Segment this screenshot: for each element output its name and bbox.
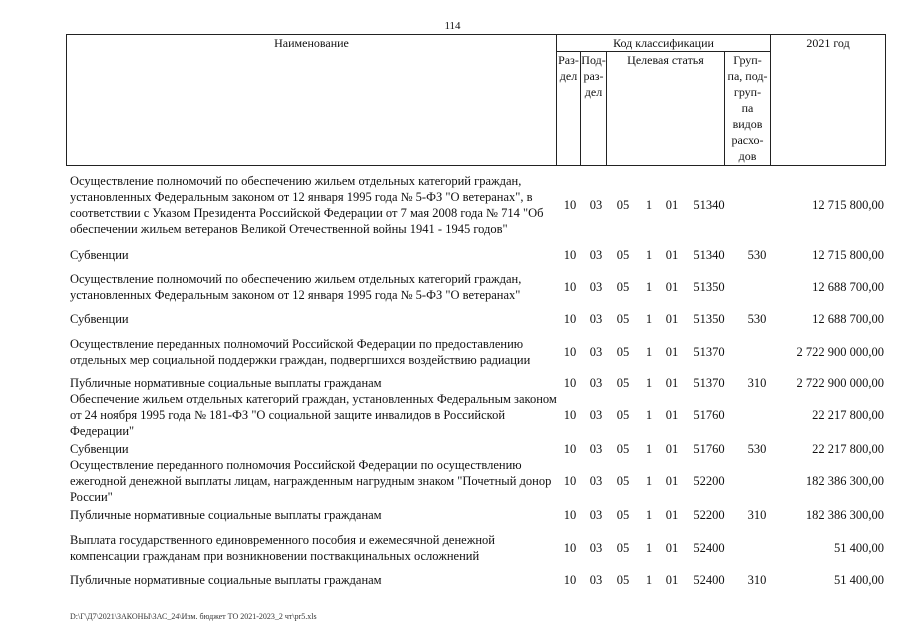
- cell-target-2: 1: [645, 248, 653, 262]
- cell-target-3: 01: [665, 376, 679, 390]
- cell-value: 182 386 300,00: [805, 474, 884, 488]
- row-name: Субвенции: [70, 312, 129, 326]
- row-name: Публичные нормативные социальные выплаты гражданам: [70, 508, 382, 522]
- row-name: Публичные нормативные социальные выплаты гражданам: [70, 376, 382, 390]
- cell-razdel: 10: [563, 376, 577, 390]
- cell-target-2: 1: [645, 541, 653, 555]
- cell-target-1: 05: [616, 573, 630, 587]
- cell-target-3: 01: [665, 442, 679, 456]
- cell-group: 530: [747, 312, 767, 326]
- cell-value: 51 400,00: [834, 573, 884, 587]
- header-razdel: Раз- дел: [557, 52, 581, 166]
- cell-razdel: 10: [563, 248, 577, 262]
- header-year: 2021 год: [771, 35, 886, 166]
- cell-value: 51 400,00: [834, 541, 884, 555]
- cell-podrazdel: 03: [589, 541, 603, 555]
- row-name: Осуществление полномочий по обеспечению жильем отдельных категорий граждан, установленных Федеральным законом от 12 января 1995 года № 5-ФЗ "О ветеранах": [70, 272, 522, 302]
- cell-target-4: 51340: [693, 248, 725, 262]
- cell-razdel: 10: [563, 474, 577, 488]
- cell-target-3: 01: [665, 345, 679, 359]
- cell-razdel: 10: [563, 408, 577, 422]
- cell-value: 12 688 700,00: [812, 280, 884, 294]
- cell-target-1: 05: [616, 376, 630, 390]
- cell-podrazdel: 03: [589, 474, 603, 488]
- cell-target-2: 1: [645, 474, 653, 488]
- cell-target-1: 05: [616, 198, 630, 212]
- cell-target-3: 01: [665, 474, 679, 488]
- cell-razdel: 10: [563, 442, 577, 456]
- cell-group: 530: [747, 442, 767, 456]
- row-name: Обеспечение жильем отдельных категорий граждан, установленных Федеральным законом от 24 ноября 1995 года № 181-ФЗ "О социальной защите инвалидов в Российской Федерации": [70, 392, 557, 438]
- cell-target-1: 05: [616, 508, 630, 522]
- cell-value: 22 217 800,00: [812, 442, 884, 456]
- header-podrazdel: Под- раз- дел: [581, 52, 607, 166]
- cell-value: 12 715 800,00: [812, 198, 884, 212]
- cell-target-1: 05: [616, 248, 630, 262]
- cell-target-1: 05: [616, 312, 630, 326]
- cell-target-2: 1: [645, 408, 653, 422]
- cell-target-4: 52400: [693, 573, 725, 587]
- cell-target-4: 52200: [693, 508, 725, 522]
- cell-podrazdel: 03: [589, 345, 603, 359]
- cell-razdel: 10: [563, 508, 577, 522]
- cell-target-2: 1: [645, 508, 653, 522]
- cell-target-3: 01: [665, 573, 679, 587]
- cell-target-2: 1: [645, 345, 653, 359]
- cell-target-4: 51760: [693, 408, 725, 422]
- cell-target-1: 05: [616, 474, 630, 488]
- cell-razdel: 10: [563, 280, 577, 294]
- cell-value: 12 688 700,00: [812, 312, 884, 326]
- cell-target-3: 01: [665, 408, 679, 422]
- cell-target-2: 1: [645, 198, 653, 212]
- file-path-footer: D:\Г\Д7\2021\ЗАКОНЫ\ЗАС_24\Изм. бюджет ТО 2021-2023_2 чт\pr5.xls: [70, 612, 317, 621]
- cell-podrazdel: 03: [589, 198, 603, 212]
- cell-target-3: 01: [665, 508, 679, 522]
- cell-target-4: 51370: [693, 376, 725, 390]
- row-name: Субвенции: [70, 442, 129, 456]
- cell-target-1: 05: [616, 541, 630, 555]
- cell-target-1: 05: [616, 408, 630, 422]
- cell-razdel: 10: [563, 541, 577, 555]
- page-number: 114: [444, 20, 461, 32]
- cell-podrazdel: 03: [589, 508, 603, 522]
- cell-podrazdel: 03: [589, 442, 603, 456]
- cell-razdel: 10: [563, 312, 577, 326]
- row-name: Осуществление переданных полномочий Российской Федерации по предоставлению отдельных мер социальной поддержки граждан, подвергшихся воздействию радиации: [70, 337, 531, 367]
- cell-target-3: 01: [665, 248, 679, 262]
- cell-target-1: 05: [616, 280, 630, 294]
- cell-target-4: 51340: [693, 198, 725, 212]
- cell-target-1: 05: [616, 442, 630, 456]
- cell-razdel: 10: [563, 573, 577, 587]
- cell-value: 2 722 900 000,00: [796, 376, 884, 390]
- cell-podrazdel: 03: [589, 280, 603, 294]
- cell-value: 2 722 900 000,00: [796, 345, 884, 359]
- cell-group: 310: [747, 508, 767, 522]
- cell-group: 310: [747, 376, 767, 390]
- cell-target-2: 1: [645, 442, 653, 456]
- cell-target-2: 1: [645, 573, 653, 587]
- cell-target-2: 1: [645, 280, 653, 294]
- cell-target-4: 51760: [693, 442, 725, 456]
- cell-target-3: 01: [665, 312, 679, 326]
- cell-target-4: 52400: [693, 541, 725, 555]
- cell-group: 530: [747, 248, 767, 262]
- cell-group: 310: [747, 573, 767, 587]
- cell-value: 22 217 800,00: [812, 408, 884, 422]
- header-code: Код классификации: [557, 35, 771, 52]
- cell-value: 12 715 800,00: [812, 248, 884, 262]
- cell-target-3: 01: [665, 541, 679, 555]
- header-celevaya: Целевая статья: [607, 52, 725, 166]
- cell-target-1: 05: [616, 345, 630, 359]
- cell-target-3: 01: [665, 198, 679, 212]
- cell-podrazdel: 03: [589, 376, 603, 390]
- cell-value: 182 386 300,00: [805, 508, 884, 522]
- cell-target-4: 51350: [693, 280, 725, 294]
- cell-podrazdel: 03: [589, 312, 603, 326]
- row-name: Осуществление переданного полномочия Российской Федерации по осуществлению ежегодной денежной выплаты лицам, награжденным нагрудным знаком "Почетный донор России": [70, 458, 552, 504]
- cell-podrazdel: 03: [589, 408, 603, 422]
- cell-target-2: 1: [645, 376, 653, 390]
- header-gruppa: Груп- па, под- груп- па видов расхо- дов: [725, 52, 771, 166]
- cell-target-4: 52200: [693, 474, 725, 488]
- row-name: Субвенции: [70, 248, 129, 262]
- cell-target-2: 1: [645, 312, 653, 326]
- cell-target-4: 51370: [693, 345, 725, 359]
- cell-podrazdel: 03: [589, 573, 603, 587]
- cell-razdel: 10: [563, 198, 577, 212]
- row-name: Публичные нормативные социальные выплаты гражданам: [70, 573, 382, 587]
- cell-target-3: 01: [665, 280, 679, 294]
- cell-target-4: 51350: [693, 312, 725, 326]
- cell-razdel: 10: [563, 345, 577, 359]
- header-name: Наименование: [67, 35, 557, 166]
- cell-podrazdel: 03: [589, 248, 603, 262]
- row-name: Выплата государственного единовременного пособия и ежемесячной денежной компенсации гражданам при возникновении поствакцинальных осложнений: [70, 533, 495, 563]
- row-name: Осуществление полномочий по обеспечению жильем отдельных категорий граждан, установленных Федеральным законом от 12 января 1995 года № 5-ФЗ "О ветеранах", в соответствии с Указом Президента Российской Федерации от 7 мая 2008 года № 714 "Об обеспечении жильем ветеранов Великой Отечественной войны 1941 - 1945 годов": [70, 174, 544, 236]
